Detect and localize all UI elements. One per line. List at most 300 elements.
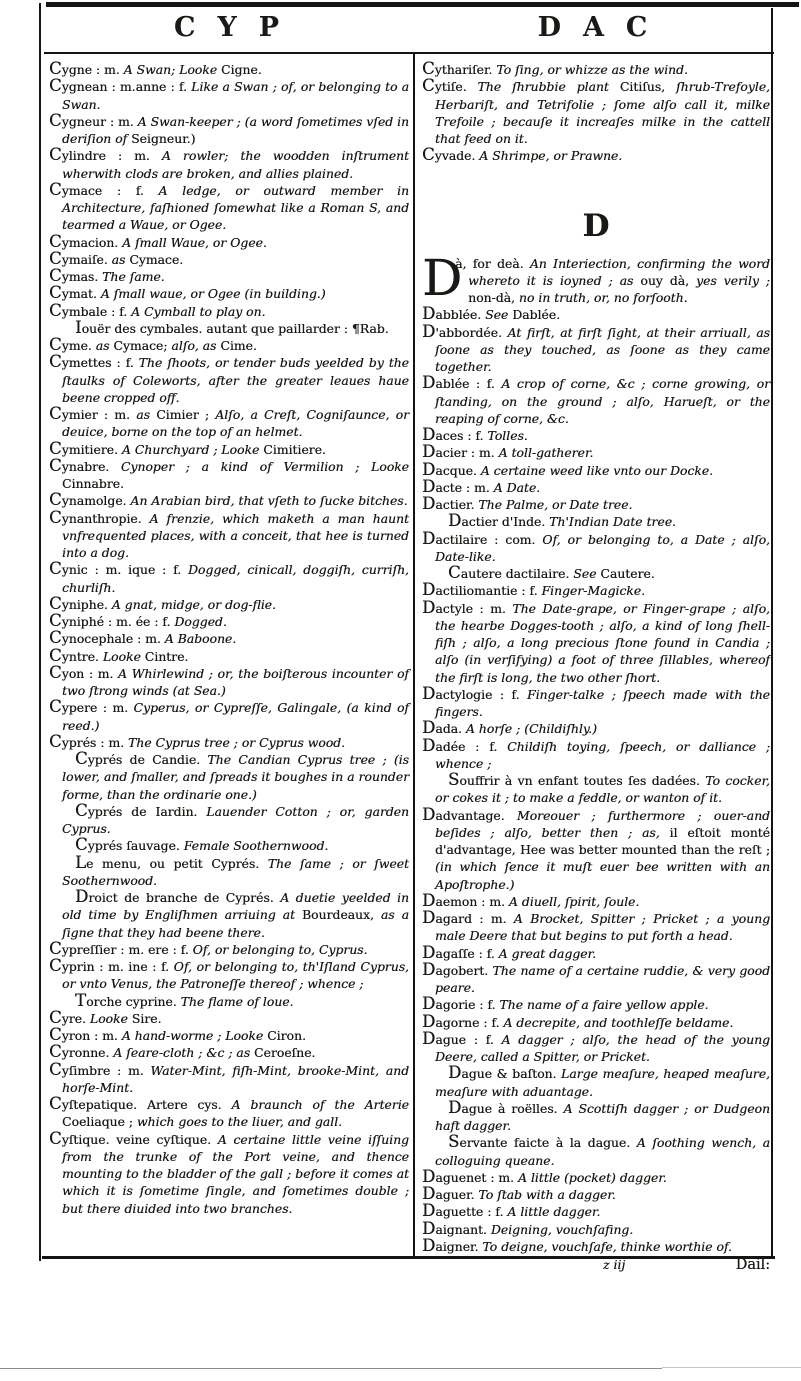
entry-text-run: A diuell, ſpirit, ſoule.	[508, 893, 640, 909]
entry-text-run: Of, or belonging to, th'Iſland Cyprus, or vnto Venus, the Patroneſſe thereof ; whence ;	[62, 959, 409, 992]
headword-initial: C	[75, 749, 88, 768]
entry-headword: Dadvantage.	[422, 804, 517, 824]
entry-text-run: Of, or belonging to, a Date ; alſo, Date-like.	[435, 531, 770, 564]
headword-initial: D	[422, 890, 436, 910]
dictionary-entry	[49, 1044, 409, 1061]
headword-initial: C	[49, 179, 62, 199]
entry-headword: Daemon : m.	[422, 890, 509, 910]
dictionary-entry	[422, 444, 770, 461]
entry-text-run: The ſhoots, or tender buds yeelded by the ſtaulks of Coleworts, after the greater leaues haue beene cropped off.	[62, 355, 409, 405]
entry-text-run: A Cymball to play on.	[131, 303, 266, 319]
entry-headword: Dagobert.	[422, 959, 493, 979]
dictionary-entry	[49, 438, 409, 458]
headword-initial: C	[49, 1128, 62, 1148]
dictionary-entry	[49, 751, 409, 803]
headword-initial: D	[422, 597, 436, 617]
entry-text-run: A crop of corne, &c ; corne growing, or ſtanding, on the ground ; alſo, Harueſt, or the reaping of corne, &c.	[435, 376, 770, 426]
entry-headword: Cyntre.	[49, 645, 103, 665]
entry-headword: Cyprés : m.	[49, 731, 128, 751]
running-head-left: CYP	[173, 12, 302, 43]
headword-initial: C	[49, 956, 62, 975]
entry-text-run: A Shrimpe, or Prawne.	[479, 148, 623, 164]
entry-text-run: as	[95, 338, 114, 353]
entry-text-run: The name of a certaine ruddie, & very good peare.	[435, 962, 770, 995]
entry-headword: Daignant.	[422, 1218, 491, 1238]
entry-text-run: which goes to the liuer, and gall.	[132, 1114, 343, 1130]
entry-text-run: Cimier ;	[156, 407, 210, 422]
entry-headword: Cyron : m.	[49, 1025, 122, 1044]
dictionary-entry	[422, 582, 770, 599]
headword-initial: C	[75, 835, 88, 855]
headword-initial: C	[49, 438, 62, 458]
entry-headword: Cymaiſe.	[49, 248, 112, 268]
entry-text-run: A ſmall waue, or Ogee (in building.)	[100, 286, 326, 302]
dictionary-entry	[422, 772, 770, 807]
entry-headword: Cyſtepatique. Artere cys.	[49, 1094, 232, 1113]
entry-headword: Dada.	[422, 718, 466, 738]
entry-headword: Cyprin : m. ine : f.	[49, 956, 174, 975]
entry-headword: Cypreſſier : m. ere : f.	[49, 938, 193, 958]
entry-text-run: A certaine weed like vnto our Docke.	[480, 462, 714, 478]
entry-headword: Cynabre.	[49, 455, 121, 475]
entry-text-run: à, for deà.	[455, 255, 530, 271]
headword-initial: C	[422, 59, 435, 78]
dictionary-entry	[422, 248, 770, 307]
dictionary-entry	[49, 852, 409, 890]
dictionary-entry	[422, 1134, 770, 1169]
dictionary-entry	[422, 1065, 770, 1100]
headword-initial: C	[49, 490, 62, 510]
entry-headword: Dabblée.	[422, 304, 486, 324]
entry-text-run: Cyperus, or Cypreſſe, Galingale, (a kind of reed.)	[62, 700, 410, 733]
dictionary-entry	[49, 1007, 409, 1027]
headword-initial: C	[49, 266, 62, 285]
entry-text-run: A Baboone.	[164, 631, 237, 647]
entry-headword: Cymace : f.	[49, 179, 159, 199]
dictionary-entry	[49, 406, 409, 441]
dictionary-entry	[422, 375, 770, 427]
entry-headword: Cautere dactilaire.	[448, 563, 574, 582]
dictionary-entry	[422, 597, 770, 686]
headword-initial: C	[49, 352, 62, 372]
dictionary-entry	[49, 1096, 409, 1131]
entry-text-run: Finger-talke ; ſpeech made with the fingers.	[435, 686, 771, 719]
entry-text-run: Cymace;	[113, 338, 168, 353]
headword-initial: D	[422, 321, 436, 341]
entry-text-run: The Cyprus tree ; or Cyprus wood.	[127, 734, 346, 750]
entry-headword: Cyvade.	[422, 145, 480, 165]
dictionary-entry	[49, 593, 409, 613]
entry-text-run: The ſhrubbie plant	[477, 79, 620, 95]
headword-initial: C	[49, 1094, 62, 1113]
entry-headword: Cymitiere.	[49, 438, 122, 458]
entry-text-run: A Whirlewind ; or, the boiſterous incounter of two ſtrong winds (at Sea.)	[62, 665, 409, 698]
dictionary-entry	[422, 942, 770, 962]
signature-mark: z iij	[602, 1257, 626, 1272]
entry-text-run: as	[111, 251, 130, 267]
dictionary-entry	[49, 507, 409, 562]
entry-text-run: The ſame ; or ſweet Soothernwood.	[62, 855, 409, 888]
dictionary-entry	[422, 683, 771, 721]
headword-initial: C	[49, 1059, 62, 1079]
entry-text-run: To ſtab with a dagger.	[478, 1187, 616, 1202]
headword-initial: D	[422, 304, 436, 324]
entry-headword: Cygnean : m.anne : f.	[49, 76, 192, 96]
headword-initial: C	[49, 335, 62, 354]
entry-headword: D'abbordée.	[422, 321, 508, 341]
dictionary-entry	[49, 630, 409, 647]
entry-text-run: as	[136, 407, 157, 422]
headword-initial: D	[422, 1201, 436, 1221]
entry-text-run: Cinnabre.	[62, 476, 124, 491]
next-page-edge-line	[0, 1368, 662, 1369]
entry-headword: Cypere : m.	[49, 697, 134, 717]
page-frame-left-border	[39, 3, 41, 1261]
dictionary-entry	[49, 800, 409, 838]
headword-initial: D	[422, 959, 436, 979]
entry-headword: Servante faicte à la dague.	[448, 1132, 637, 1152]
dictionary-entry	[49, 958, 409, 993]
entry-text-run: Of, or belonging to, Cyprus.	[192, 941, 368, 957]
entry-text-run: Cime.	[220, 338, 257, 353]
headword-initial: I	[75, 317, 82, 337]
entry-text-run: Looke	[102, 648, 145, 664]
headword-initial: S	[448, 1132, 460, 1152]
headword-initial: D	[422, 683, 436, 703]
dictionary-entry	[422, 427, 770, 444]
entry-text-run: non-dà,	[468, 290, 515, 305]
headword-initial: D	[422, 476, 436, 496]
dictionary-entry	[49, 1128, 409, 1217]
entry-text-run: See	[485, 307, 513, 323]
dictionary-entry	[422, 1097, 770, 1135]
entry-headword: Daguenet : m.	[422, 1166, 518, 1186]
entry-text-run: Finger-Magicke.	[541, 583, 646, 599]
entry-text-run: ſhrub-Trefoyle, Herbariſt, and Tetrifolie ; ſome alſo call it, milke Trefoile ; becauſe it increaſes milke in the cattell that feed on it.	[435, 79, 770, 146]
entry-text-run: Like a Swan ; of, or belonging to a Swan.	[62, 79, 409, 112]
headword-initial: D	[422, 804, 436, 824]
dictionary-entry	[49, 699, 409, 734]
entry-text-run: no in truth, or, no forſooth.	[514, 290, 688, 305]
entry-text-run: An Interiection, confirming the word whereto it is ioyned ; as	[468, 255, 770, 288]
entry-text-run: Looke	[89, 1010, 132, 1026]
entry-headword: Dagard : m.	[422, 908, 514, 927]
entry-text-run: A Swan; Looke	[123, 62, 222, 77]
entry-text-run: A little (pocket) dagger.	[517, 1169, 667, 1185]
headword-initial: C	[49, 662, 62, 682]
entry-headword: Cymacion.	[49, 231, 123, 251]
entry-headword: Torche cyprine.	[75, 990, 181, 1010]
headword-initial: D	[422, 994, 436, 1014]
dictionary-entry	[422, 1028, 770, 1066]
dictionary-entry	[49, 613, 409, 630]
entry-headword: Dadée : f.	[422, 735, 508, 755]
headword-initial: C	[448, 563, 461, 582]
entry-text-run: Dogged, cinicall, doggiſh, curriſh, churliſh.	[62, 562, 409, 595]
entry-text-run: At firſt, at firſt ſight, at their arriuall, as ſoone as they touched, as ſoone as they came together.	[435, 324, 770, 374]
entry-headword: Souffrir à vn enfant toutes ſes dadées.	[448, 770, 706, 789]
headword-initial: C	[49, 455, 62, 475]
headword-initial: D	[422, 942, 436, 962]
headword-initial: C	[49, 628, 62, 648]
entry-headword: Dague à roëlles.	[448, 1097, 564, 1117]
headword-initial: C	[75, 800, 88, 820]
dictionary-entry	[49, 337, 409, 354]
headword-initial: C	[49, 1042, 62, 1062]
entry-text-run: A certaine little veine iſſuing from the trunke of the Port veine, and thence mounting to the bladder of the gall ; before it comes at which it is ſometime ſingle, and ſometimes double ; but there diuided into two branches.	[62, 1131, 409, 1216]
headword-initial: C	[49, 697, 62, 717]
entry-headword: Dablée : f.	[422, 373, 502, 393]
entry-text-run: Ciron.	[267, 1028, 306, 1043]
entry-text-run: See	[573, 566, 601, 581]
dictionary-entry	[49, 645, 409, 665]
entry-headword: Cyprés ſauvage.	[75, 835, 184, 855]
entry-headword: Cymbale : f.	[49, 300, 132, 320]
drop-cap-letter: D	[422, 248, 463, 307]
entry-text-run: A Churchyard ; Looke	[121, 441, 264, 457]
headword-initial: L	[75, 852, 87, 872]
entry-headword: Dactylogie : f.	[422, 683, 527, 703]
entry-headword: Dactilaire : com.	[422, 528, 543, 548]
page-frame-right-border	[771, 8, 773, 1259]
entry-text-run: Dablée.	[512, 307, 561, 323]
dictionary-entry	[422, 147, 770, 164]
headword-initial: C	[49, 1007, 62, 1027]
headword-initial: C	[49, 507, 62, 527]
entry-text-run: Cintre.	[144, 648, 189, 664]
entry-headword: Cynic : m. ique : f.	[49, 559, 188, 579]
header-rule	[44, 52, 774, 54]
dictionary-entry	[422, 1186, 770, 1203]
headword-initial: D	[422, 580, 436, 600]
entry-text-run: A ſmall Waue, or Ogee.	[122, 234, 267, 250]
dictionary-entry	[49, 147, 409, 182]
entry-headword: Daces : f.	[422, 425, 488, 444]
headword-initial: D	[75, 887, 89, 906]
entry-text-run: A duetie yeelded in old time by Engliſhmen arriuing at	[62, 890, 409, 923]
entry-text-run: A hand-worme ; Looke	[121, 1028, 268, 1043]
entry-headword: Cymettes : f.	[49, 352, 139, 372]
entry-text-run: A horſe ; (Childiſhly.)	[465, 721, 597, 737]
dictionary-entry	[422, 78, 770, 147]
entry-text-run: Dogged.	[174, 614, 227, 629]
entry-text-run: The ſame.	[102, 269, 165, 284]
entry-headword: Cyniphé : m. ée : f.	[49, 611, 175, 630]
entry-text-run: Coeliaque ;	[62, 1114, 133, 1130]
headword-initial: C	[49, 559, 62, 579]
entry-text-run: as a ſigne that they had beene there.	[62, 907, 409, 940]
dictionary-entry	[422, 1235, 770, 1255]
dictionary-entry	[422, 528, 770, 566]
dictionary-entry	[49, 889, 409, 941]
headword-initial: C	[49, 611, 62, 630]
dictionary-entry	[49, 837, 409, 854]
entry-text-run: The name of a faire yellow apple.	[499, 997, 709, 1013]
dictionary-entry	[49, 561, 409, 596]
entry-text-run: A gnat, midge, or dog-flie.	[111, 596, 276, 612]
dictionary-entry	[422, 565, 770, 582]
dictionary-entry	[49, 179, 410, 234]
column-divider-rule	[413, 54, 415, 1257]
entry-text-run: Cynoper ; a kind of Vermilion ; Looke	[120, 458, 409, 474]
dictionary-entry	[49, 1059, 409, 1097]
dictionary-entry	[422, 1203, 770, 1220]
entry-text-run: A Swan-keeper ; (a word ſometimes vſed in deriſion of	[62, 113, 409, 146]
catchword: Dail:	[735, 1257, 770, 1273]
headword-initial: T	[75, 990, 87, 1010]
entry-text-run: A decrepite, and toothleſſe beldame.	[503, 1014, 734, 1030]
entry-text-run: Large meaſure, heaped meaſure, meaſure with aduantage.	[435, 1066, 770, 1099]
headword-initial: D	[422, 735, 436, 755]
dictionary-entry	[422, 735, 770, 773]
entry-headword: Daguette : f.	[422, 1201, 508, 1221]
entry-text-run: Moreouer ; furthermore ; ouer-and beſides ; alſo, better then ; as,	[435, 807, 770, 840]
dictionary-entry	[422, 459, 770, 479]
entry-headword: Cynanthropie.	[49, 507, 150, 527]
dictionary-entry	[422, 496, 770, 513]
entry-text-run: A little dagger.	[507, 1204, 601, 1220]
entry-headword: Droict de branche de Cyprés.	[75, 887, 281, 906]
entry-headword: Dactyle : m.	[422, 597, 513, 617]
entry-headword: Dactiliomantie : f.	[422, 580, 542, 600]
headword-initial: C	[422, 145, 435, 165]
entry-text-run: Bourdeaux,	[301, 907, 374, 923]
headword-initial: C	[49, 645, 62, 665]
headword-initial: C	[49, 404, 62, 423]
entry-headword: Cyſtique. veine cyſtique.	[49, 1128, 218, 1148]
headword-initial: D	[422, 425, 436, 444]
entry-headword: Cymat.	[49, 283, 101, 303]
entry-text-run: The Date-grape, or Finger-grape ; alſo, the hearbe Dogges-tooth ; alſo, a kind of long ſhell-fiſh ; alſo, a long precious ſtone found in Candia ; alſo (in verſifying) a foot of three ſillables, whereof the firſt is long, the two other ſhort.	[435, 600, 770, 685]
section-letter: D	[582, 207, 610, 244]
entry-text-run: Th'Indian Date tree.	[549, 514, 676, 530]
dictionary-entry	[422, 720, 770, 737]
entry-text-run: Cautere.	[600, 566, 655, 581]
headword-initial: C	[49, 283, 62, 303]
entry-text-run: To ſing, or whizze as the wind.	[496, 62, 688, 77]
dictionary-entry	[422, 306, 770, 323]
entry-text-run: (in which ſence it muſt euer bee written with an Apoſtrophe.)	[435, 859, 770, 892]
entry-headword: Cyon : m.	[49, 662, 119, 682]
headword-initial: D	[422, 459, 436, 479]
entry-headword: Cymas.	[49, 266, 103, 285]
dictionary-entry	[49, 300, 409, 320]
entry-text-run: A dagger ; alſo, the head of the young Deere, called a Spitter, or Pricket.	[435, 1031, 770, 1064]
headword-initial: C	[49, 145, 62, 165]
dictionary-entry	[422, 61, 770, 78]
entry-text-run: A rowler; the woodden inſtrument wherwith clods are broken, and allies plained.	[62, 148, 409, 181]
headword-initial: D	[448, 1063, 462, 1083]
entry-text-run: ¶Rab.	[351, 320, 389, 336]
headword-initial: D	[422, 1218, 436, 1238]
headword-initial: D	[422, 1184, 436, 1203]
entry-text-run: A frenzie, which maketh a man haunt vnfrequented places, with a conceit, that hee is turned into a dog.	[62, 510, 409, 560]
headword-initial: C	[49, 110, 62, 130]
dictionary-entry	[422, 804, 770, 893]
dictionary-entry	[422, 1218, 770, 1238]
headword-initial: C	[49, 76, 62, 96]
next-page-edge-line-faint	[662, 1367, 801, 1368]
dictionary-entry	[49, 455, 409, 493]
headword-initial: D	[448, 1097, 462, 1117]
entry-headword: Cynocephale : m.	[49, 628, 165, 648]
dictionary-entry	[49, 248, 409, 268]
dictionary-entry	[49, 268, 409, 285]
signature-row	[422, 1256, 770, 1274]
entry-headword: Dagaſſe : f.	[422, 942, 499, 962]
entry-text-run: An Arabian bird, that vſeth to ſucke bitches.	[130, 493, 408, 509]
dictionary-entry	[49, 61, 409, 78]
entry-headword: Dagorie : f.	[422, 994, 500, 1014]
headword-initial: C	[49, 593, 62, 613]
entry-headword: Cygneur : m.	[49, 110, 138, 130]
entry-text-run: Seigneur.)	[131, 131, 196, 146]
entry-headword: Daguer.	[422, 1184, 479, 1203]
entry-text-run: Citiſus,	[619, 79, 666, 95]
entry-text-run: Lauender Cotton ; or, garden Cyprus.	[62, 803, 409, 836]
headword-initial: D	[422, 908, 436, 927]
dictionary-entry	[422, 513, 770, 530]
entry-headword: Dagorne : f.	[422, 1011, 504, 1031]
entry-headword: Le menu, ou petit Cyprés.	[75, 852, 268, 872]
entry-text-run: Alſo, a Creſt, Cogniſaunce, or deuice, borne on the top of an helmet.	[62, 407, 409, 440]
entry-text-run: Cymace.	[129, 251, 184, 267]
entry-text-run: Childiſh toying, ſpeech, or dalliance ; whence ;	[435, 738, 770, 771]
headword-initial: C	[49, 59, 62, 78]
entry-headword: Cylindre : m.	[49, 145, 162, 165]
dictionary-entry	[422, 959, 770, 997]
dictionary-entry	[49, 1027, 409, 1044]
headword-initial: D	[422, 1235, 436, 1255]
headword-initial: D	[422, 1028, 436, 1048]
entry-text-run: yes verily ;	[689, 272, 770, 288]
dictionary-entry	[49, 231, 409, 251]
entry-text-run: A great dagger.	[498, 945, 597, 961]
entry-headword: Dactier.	[422, 494, 479, 513]
headword-initial: C	[49, 731, 62, 751]
headword-initial: C	[49, 1025, 62, 1044]
headword-initial: D	[422, 528, 436, 548]
dictionary-entry	[49, 317, 409, 337]
entry-headword: Cynamolge.	[49, 490, 131, 510]
headword-initial: C	[49, 300, 62, 320]
entry-text-run: A Brocket, Spitter ; Pricket ; a young male Deere that but begins to put forth a head.	[435, 911, 771, 944]
entry-text-run: ouy dà,	[640, 272, 690, 288]
dictionary-entry	[422, 1011, 770, 1031]
entry-headword: Cyme.	[49, 335, 96, 354]
entry-text-run: The Palme, or Date tree.	[478, 497, 633, 512]
entry-text-run: To cocker, or cokes it ; to make a feddle, or wanton of it.	[435, 773, 770, 806]
entry-text-run: A ſoothing wench, a colloguing queane.	[435, 1135, 770, 1168]
entry-text-run: Deigning, vouchſafing.	[490, 1221, 634, 1237]
headword-initial: C	[422, 76, 435, 96]
headword-initial: D	[422, 1166, 436, 1186]
dictionary-entry	[49, 662, 409, 700]
headword-initial: D	[448, 511, 462, 531]
dictionary-entry	[49, 78, 409, 113]
dictionary-entry	[49, 731, 409, 751]
entry-headword: Dacier : m.	[422, 442, 499, 462]
headword-initial: D	[422, 442, 436, 462]
entry-headword: Cyre.	[49, 1007, 90, 1027]
dictionary-entry	[49, 990, 409, 1010]
entry-headword: Iouër des cymbales. autant que paillarder :	[75, 317, 352, 337]
headword-initial: D	[422, 1011, 436, 1031]
entry-text-run: A ledge, or outward member in Architecture, faſhioned ſomewhat like a Roman S, and tearmed a Waue, or Ogee.	[62, 182, 410, 233]
entry-headword: Cyprés de Candie.	[75, 749, 208, 768]
entry-headword: Cyniphe.	[49, 593, 112, 613]
entry-text-run: Water-Mint, fiſh-Mint, brooke-Mint, and horſe-Mint.	[62, 1062, 409, 1095]
